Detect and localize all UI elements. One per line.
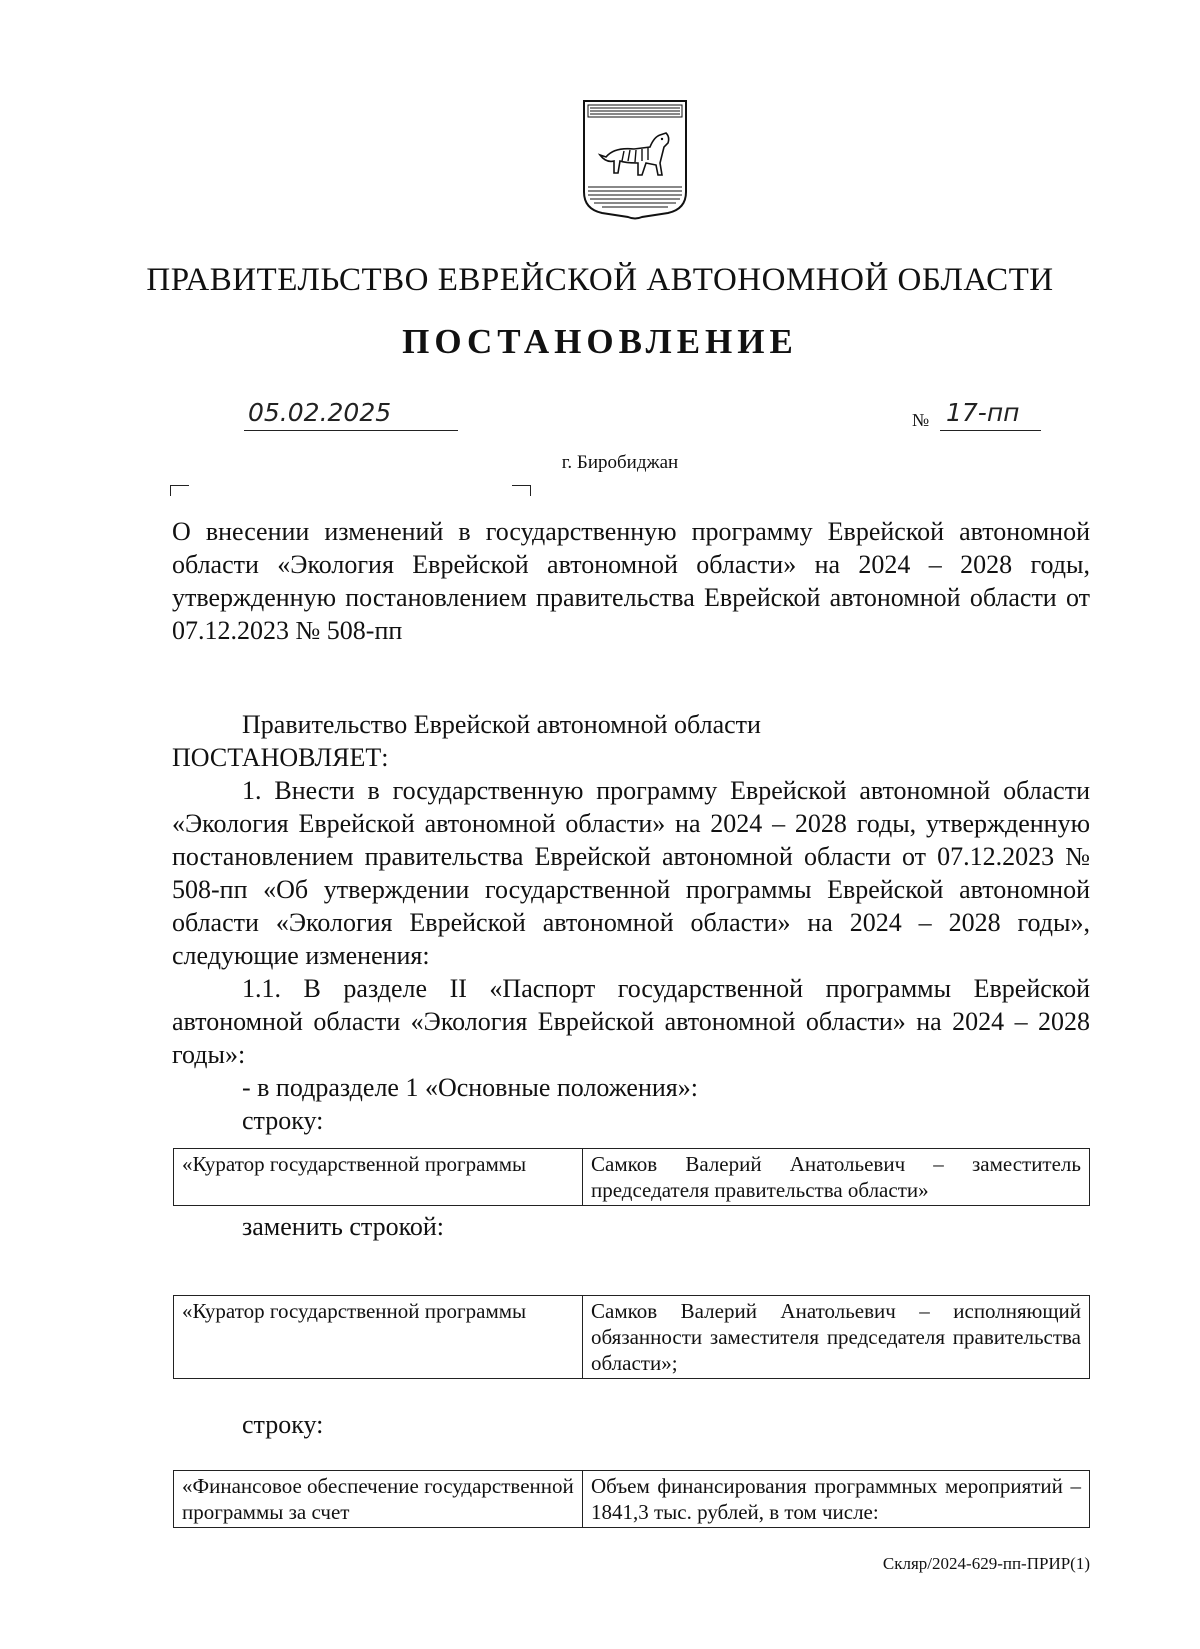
row-label: строку: (242, 1410, 324, 1439)
coat-of-arms-icon (580, 97, 690, 227)
document-date: 05.02.2025 (244, 398, 458, 431)
table-cell-value: Самков Валерий Анатольевич – заместитель председателя правительства области» (583, 1149, 1090, 1206)
body-paragraph: Правительство Еврейской автономной области (242, 710, 761, 739)
body-paragraph: - в подразделе 1 «Основные положения»: (242, 1073, 698, 1102)
table-cell-value: Самков Валерий Анатольевич – исполняющий обязанности заместителя председателя правительства области»; (583, 1296, 1090, 1379)
body-paragraph: 1.1. В разделе II «Паспорт государственной программы Еврейской автономной области «Экология Еврейской автономной области» на 2024 – 2028 годы»: (172, 974, 1090, 1069)
table-cell-value: Объем финансирования программных мероприятий – 1841,3 тыс. рублей, в том числе: (583, 1471, 1090, 1528)
table-row-financing (173, 1470, 1090, 1528)
document-body (172, 708, 1090, 1137)
body-paragraph: 1. Внести в государственную программу Еврейской автономной области «Экология Еврейской автономной области» на 2024 – 2028 годы, утвержденную постановлением правительства Еврейской автономной области от 07.12.2023 № 508-пп «Об утверждении государственной программы Еврейской автономной области «Экология Еврейской автономной области» на 2024 – 2028 годы», следующие изменения: (172, 776, 1090, 970)
table-cell-label: «Куратор государственной программы (174, 1149, 583, 1206)
number-label: № (912, 410, 930, 430)
government-title: ПРАВИТЕЛЬСТВО ЕВРЕЙСКОЙ АВТОНОМНОЙ ОБЛАСТИ (146, 262, 1054, 298)
table-cell-label: «Финансовое обеспечение государственной программы за счет (174, 1471, 583, 1528)
table-row-curator-old (173, 1148, 1090, 1206)
document-type: ПОСТАНОВЛЕНИЕ (402, 322, 798, 361)
body-paragraph: строку: (242, 1106, 324, 1135)
table-cell-label: «Куратор государственной программы (174, 1296, 583, 1379)
table-row-curator-new (173, 1295, 1090, 1379)
bracket-corner-left (170, 485, 189, 496)
body-paragraph: ПОСТАНОВЛЯЕТ: (172, 743, 389, 772)
city: г. Биробиджан (561, 452, 679, 473)
document-subject: О внесении изменений в государственную программу Еврейской автономной области «Экология Еврейской автономной области» на 2024 – 2028 годы, утвержденную постановлением правительства Еврейской автономной области от 07.12.2023 № 508-пп (172, 517, 1090, 645)
bracket-corner-right (512, 485, 531, 496)
replace-label: заменить строкой: (242, 1212, 445, 1241)
document-number: 17-пп (940, 398, 1041, 431)
footer-reference: Скляр/2024-629-пп-ПРИР(1) (882, 1554, 1090, 1573)
